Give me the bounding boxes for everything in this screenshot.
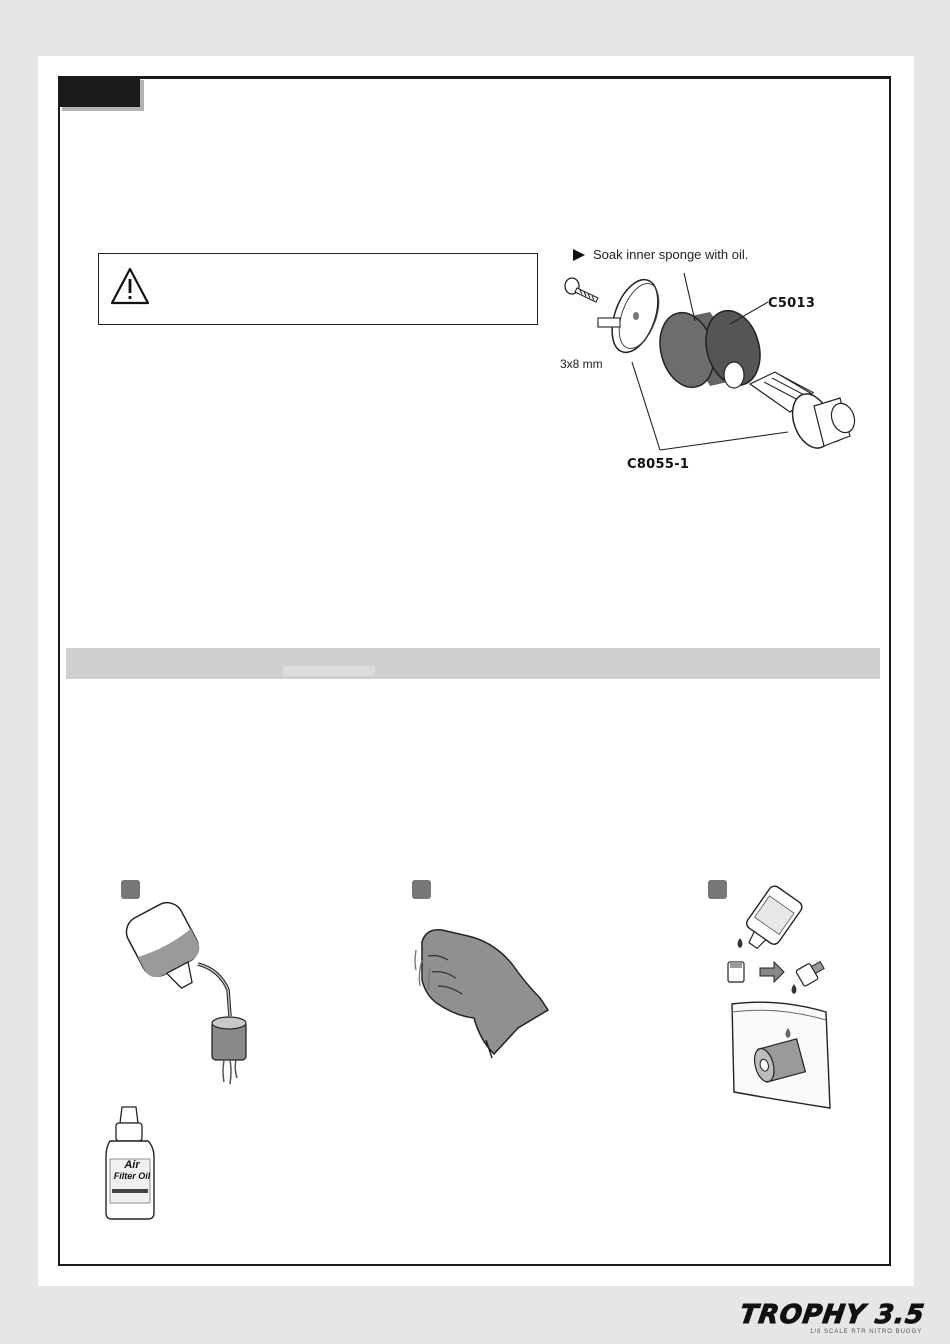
- section-header-bar: [66, 648, 880, 679]
- oil-squeeze-bottle-icon: [120, 898, 260, 1088]
- section-tab: [58, 76, 140, 107]
- oil-bottle-label-line2: Filter Oil: [113, 1171, 151, 1181]
- step-2-badge: [412, 880, 431, 899]
- sponge-illustration: [652, 305, 768, 394]
- caption-text: Soak inner sponge with oil.: [593, 247, 749, 262]
- filter-core-illustration: [750, 372, 858, 453]
- screw-illustration: [565, 278, 598, 302]
- oil-bag-icon: [718, 882, 848, 1112]
- brand-logo: [737, 1300, 927, 1336]
- warning-box: [98, 253, 538, 325]
- oil-bottle-label-line1: Air: [124, 1159, 140, 1171]
- oil-bottle-label: [112, 1160, 152, 1182]
- warning-icon: [109, 266, 151, 306]
- diagram-caption: [593, 247, 748, 262]
- part-label-sponge: C5013: [768, 296, 816, 311]
- part-label-housing: C8055-1: [627, 457, 690, 472]
- brand-tagline: 1/8 SCALE RTR NITRO BUGGY: [810, 1329, 923, 1335]
- filter-back-plate: [598, 273, 667, 358]
- section-header-accent: [283, 666, 375, 676]
- gloved-hand-squeezing-icon: [408, 920, 558, 1065]
- screw-size-label: 3x8 mm: [560, 357, 603, 371]
- pointer-arrow-icon: [573, 249, 585, 261]
- step-1-badge: [121, 880, 140, 899]
- brand-name: TROPHY 3.5: [737, 1300, 927, 1330]
